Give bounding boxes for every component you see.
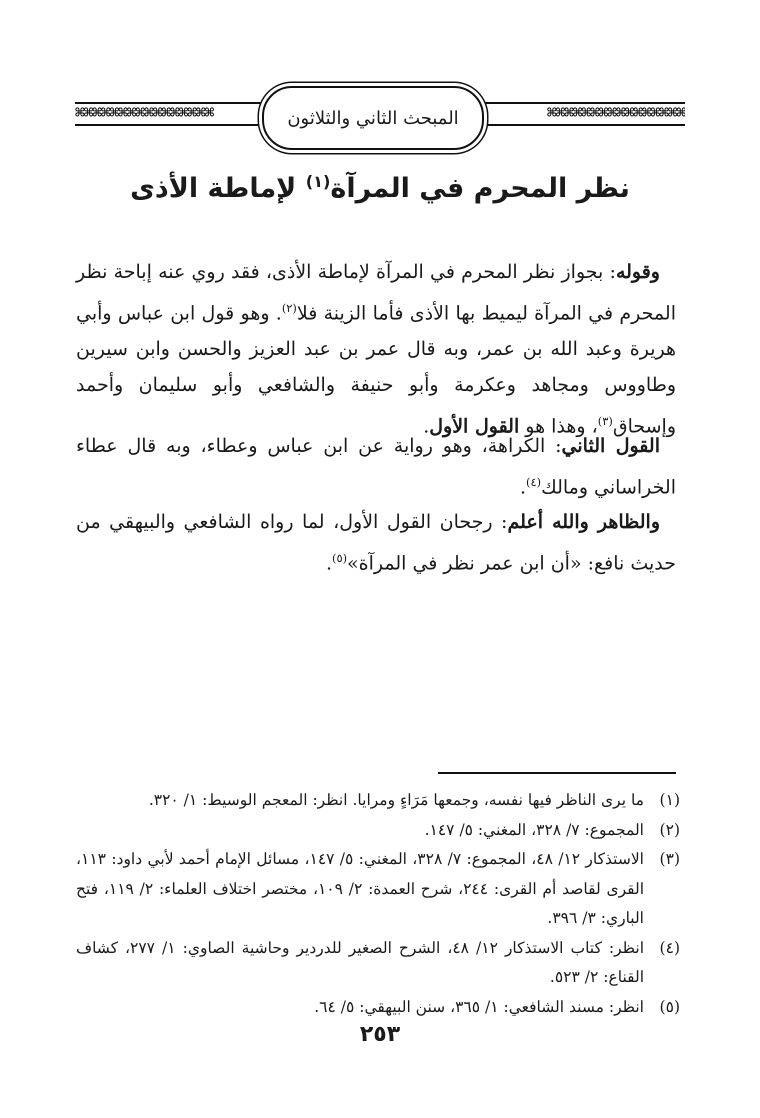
footnote-number: (٣) [659,850,680,868]
p3-lead: والظاهر والله أعلم [507,511,660,533]
p2-mark-a: (٤) [526,475,542,489]
footnote-number: (٢) [659,820,680,839]
p1-end: . [423,415,430,438]
p1-bold-end: القول الأول [429,415,520,438]
footnotes [76,786,680,1022]
p3-end: . [325,552,332,575]
footnote-text: ما يرى الناظر فيها نفسه، وجمعها مَرَاءٍ ومرايا. انظر: المعجم الوسيط: ١/ ٣٢٠. [148,791,644,809]
p2-end: . [520,476,527,499]
ornament-left: ⌘⌘⌘⌘⌘⌘⌘⌘⌘⌘⌘⌘⌘⌘⌘⌘ [75,104,214,122]
p1-text-c: ، وهذا هو [519,415,598,438]
paragraph-3 [76,504,676,581]
section-label: المبحث الثاني والثلاثون [287,107,459,129]
footnote-1 [76,786,680,816]
footnote-text: المجموع: ٧/ ٣٢٨، المغني: ٥/ ١٤٧. [424,820,644,839]
p1-lead: وقوله [615,261,660,283]
footnote-text: الاستذكار ١٢/ ٤٨، المجموع: ٧/ ٣٢٨، المغني: ٥/ ١٤٧، مسائل الإمام أحمد لأبي داود: ١١٣، القرى لقاصد أم القرى: ٢٤٤، شرح العمدة: ٢/ ١٠٩، مختصر اختلاف العلماء: ٢/ ١١٩، فتح الباري: ٣/ ٣٩٦. [76,850,644,927]
footnote-3 [76,845,680,934]
footnote-text: انظر: مسند الشافعي: ١/ ٣٦٥، سنن البيهقي: ٥/ ٦٤. [314,997,644,1016]
footnote-4 [76,934,680,993]
p1-text-a: : بجواز نظر المحرم في المرآة لإماطة الأذى، فقد روي عنه إباحة نظر المحرم في المرآة ليميط بها الأذى فأما الزينة فلا [76,261,676,325]
footnote-number: (١) [659,791,680,809]
footnote-2 [76,816,680,846]
paragraph-2 [76,428,676,505]
p1-mark-b: (٣) [597,414,613,429]
footnote-number: (٥) [659,997,680,1016]
paragraph-1 [76,254,676,445]
p1-text-b: . وهو قول ابن عباس وأبي هريرة وعبد الله بن عمر، وبه قال عمر بن عبد العزيز والحسن وابن سيرين وطاووس ومجاهد وعكرمة وأبو حنيفة والشافعي وأبو سليمان وأحمد وإسحاق [76,302,676,438]
title-text-before: نظر المحرم في المرآة [330,173,630,204]
p1-mark-a: (٢) [281,301,297,315]
footnote-text: انظر: كتاب الاستذكار ١٢/ ٤٨، الشرح الصغير للدردير وحاشية الصاوي: ١/ ٢٧٧، كشاف القناع: ٢/ ٥٢٣. [76,938,644,986]
section-label-box [262,86,484,150]
p3-mark-a: (٥) [331,551,348,565]
footnote-5 [76,993,680,1023]
p2-lead: القول الثاني [561,435,660,457]
page-title [75,172,685,204]
page-number: ٢٥٣ [359,1022,401,1047]
title-text-after: لإماطة الأذى [130,173,306,204]
ornament-right: ⌘⌘⌘⌘⌘⌘⌘⌘⌘⌘⌘⌘⌘⌘⌘⌘ [546,104,685,122]
p2-text-a: : الكراهة، وهو رواية عن ابن عباس وعطاء، وبه قال عطاء الخراساني ومالك [76,435,676,499]
title-footnote-mark: (١) [305,172,331,191]
footnote-separator [438,772,676,774]
footnote-number: (٤) [659,938,680,957]
p3-text-a: : رجحان القول الأول، لما رواه الشافعي والبيهقي من حديث نافع: «أن ابن عمر نظر في المرآة» [76,511,676,575]
